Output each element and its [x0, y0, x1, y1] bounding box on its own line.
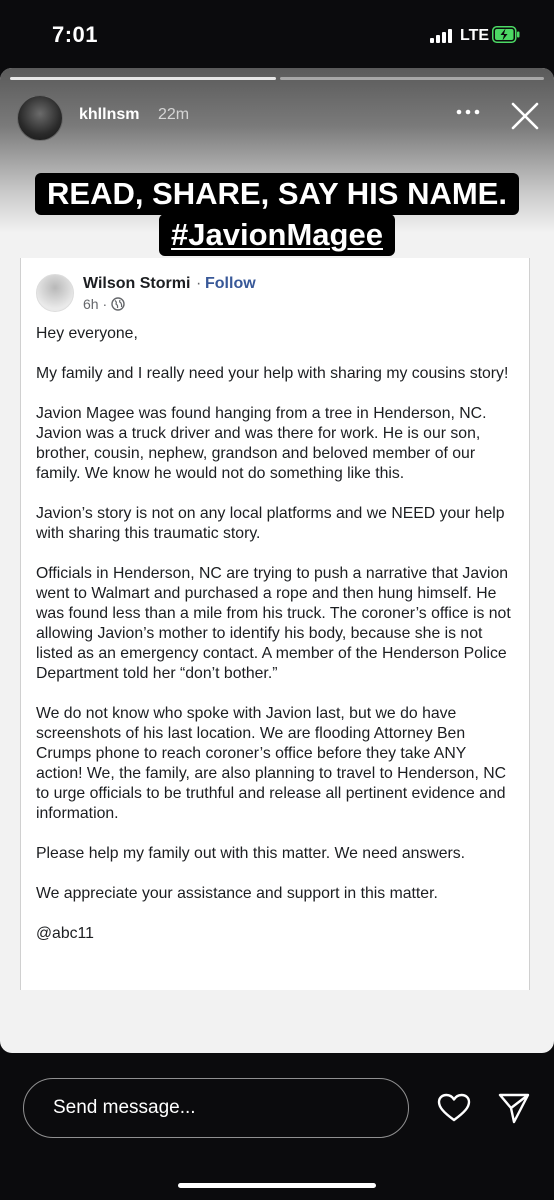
send-message-input[interactable] [23, 1078, 409, 1138]
send-message-placeholder: Send message... [53, 1097, 196, 1118]
post-paragraph: Javion Magee was found hanging from a tree in Henderson, NC. Javion was a truck driver and was there for work. He is our son, brother, cousin, nephew, grandson and beloved member of our family. We know he would not do something like this. [36, 405, 487, 482]
post-time: 6h · [83, 296, 108, 312]
caption-line-2-wrap [0, 214, 554, 256]
status-bar [0, 0, 554, 68]
signal-icon [430, 27, 456, 43]
post-paragraph: Please help my family out with this matter. We need answers. [36, 845, 466, 862]
author-name: Wilson Stormi [83, 275, 191, 292]
post-paragraph: My family and I really need your help with sharing my cousins story! [36, 365, 509, 382]
caption-line-1: READ, SHARE, SAY HIS NAME. [35, 173, 519, 215]
home-indicator[interactable] [178, 1183, 376, 1188]
story-progress-2 [280, 77, 544, 80]
story-progress-1 [10, 77, 276, 80]
post-paragraph: We do not know who spoke with Javion last, but we do have screenshots of his last location. We are flooding Attorney Ben Crumps phone to reach coroner’s office before they take ANY action! We, the family, are also planning to travel to Henderson, NC to urge officials to be truthful and release all pertinent evidence and information. [36, 705, 507, 822]
post-paragraph: Javion’s story is not on any local platforms and we NEED your help with sharing this traumatic story. [36, 505, 505, 542]
heart-icon[interactable] [437, 1093, 471, 1123]
post-paragraph: @abc11 [36, 925, 94, 942]
post-card [20, 258, 530, 990]
reply-bar [0, 1053, 554, 1200]
follow-link: Follow [205, 275, 256, 292]
status-time: 7:01 [52, 22, 99, 47]
post-paragraph: We appreciate your assistance and support in this matter. [36, 885, 438, 902]
network-type: LTE [460, 27, 490, 44]
separator-dot: · [196, 275, 202, 292]
more-icon[interactable] [455, 102, 481, 122]
story-time-ago: 22m [158, 106, 190, 123]
post-paragraph: Officials in Henderson, NC are trying to push a narrative that Javion went to Walmart and purchased a rope and then hung himself. He was found less than a mile from his truck. The coroner’s office is not allowing Javion’s mother to identify his body, because she is not listed as an emergency contact. A member of the Henderson Police Department told her “don’t bother.” [36, 565, 511, 682]
post-body [36, 324, 516, 964]
globe-icon [111, 297, 125, 311]
avatar[interactable] [17, 95, 63, 141]
caption-hashtag[interactable]: #JavionMagee [159, 214, 395, 256]
post-paragraph: Hey everyone, [36, 325, 138, 342]
send-icon[interactable] [497, 1091, 531, 1125]
author-avatar [36, 274, 74, 312]
caption-line-1-wrap [0, 173, 554, 215]
story-card[interactable] [0, 68, 554, 1053]
close-icon[interactable] [507, 98, 543, 134]
story-username[interactable]: khllnsm [79, 106, 140, 123]
battery-charging-icon [492, 26, 520, 43]
